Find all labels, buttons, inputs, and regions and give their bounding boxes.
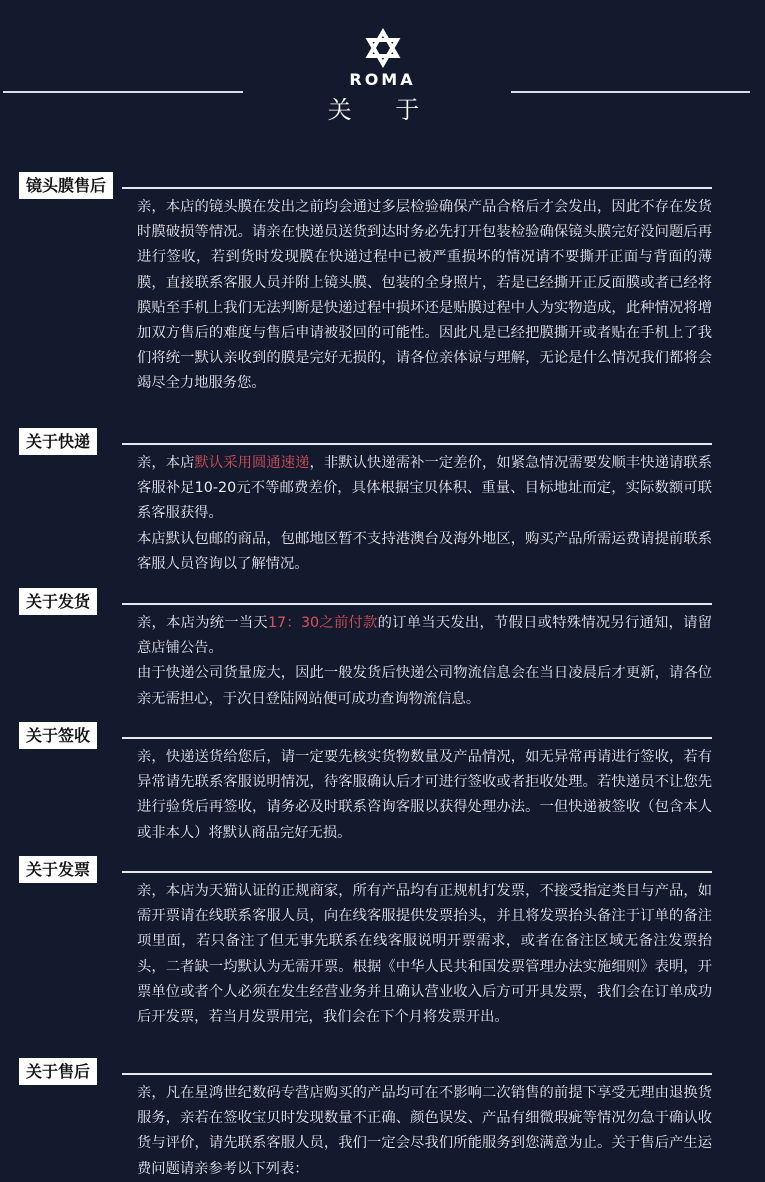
section-paragraph: 亲，本店的镜头膜在发出之前均会通过多层检验确保产品合格后才会发出，因此不存在发货时膜破损等情况。请亲在快递员送货到达时务必先打开包装检验确保镜头膜完好没问题后再进行签收，若到货时发现膜在快递过程中已被严重损坏的情况请不要撕开正面与背面的薄膜，直接联系客服人员并附上镜头膜、包装的全身照片，若是已经撕开正反面膜或者已经将膜贴至手机上我们无法判断是快递过程中损坏还是贴膜过程中人为实物造成，此种情况将增加双方售后的难度与售后申请被驳回的可能性。因此凡是已经把膜撕开或者贴在手机上了我们将统一默认亲收到的膜是完好无损的，请各位亲体谅与理解，无论是什么情况我们都将会竭尽全力地服务您。 [137, 199, 712, 392]
brand-name: ROMA [349, 70, 416, 89]
section-paragraph: 亲，本店为天猫认证的正规商家，所有产品均有正规机打发票，不接受指定类目与产品，如需开票请在线联系客服人员，向在线客服提供发票抬头，并且将发票抬头备注于订单的备注项里面，若只备注了但无事先联系在线客服说明开票需求，或者在备注区域无备注发票抬头，二者缺一均默认为无需开票。根据《中华人民共和国发票管理办法实施细则》表明，开票单位或者个人必须在发生经营业务并且确认营业收入后方可开具发票，我们会在订单成功后开发票，若当月发票用完，我们会在下个月将发票开出。 [137, 883, 712, 1026]
section-paragraph: 由于快递公司货量庞大，因此一般发货后快递公司物流信息会在当日凌晨后才更新，请各位亲无需担心，于次日登陆网站便可成功查询物流信息。 [137, 665, 712, 707]
section-paragraph: 亲，凡在星鸿世纪数码专营店购买的产品均可在不影响二次销售的前提下享受无理由退换货服务，亲若在签收宝贝时发现数量不正确、颜色误发、产品有细微瑕疵等情况勿急于确认收货与评价，请先联系客服人员，我们一定会尽我们所能服务到您满意为止。关于售后产生运费问题请亲参考以下列表： [137, 1085, 712, 1177]
section-paragraph: 本店默认包邮的商品，包邮地区暂不支持港澳台及海外地区，购买产品所需运费请提前联系客服人员咨询以了解情况。 [137, 530, 712, 572]
section-body [137, 1081, 712, 1182]
section-label: 镜头膜售后 [19, 172, 113, 199]
section-aftersales [0, 1058, 750, 1177]
section-rule [122, 1073, 712, 1075]
section-rule [122, 871, 712, 873]
highlight-text: 17：30之前付款 [267, 615, 378, 631]
text-span: 亲，本店 [137, 455, 195, 471]
section-paragraph [137, 451, 712, 527]
text-span: 的订单当天发出，节假日或特殊情况另行通知，请留意店铺公告。 [137, 615, 713, 657]
text-span: ，非默认快递需补一定差价，如紧急情况需要发顺丰快递请联系客服补足10-20元不等邮费差价，具体根据宝贝体积、重量、目标地址而定，实际数额可联系客服获得。 [137, 455, 713, 522]
section-label: 关于发票 [19, 856, 97, 883]
page-title: 关 于 [327, 96, 438, 124]
section-body [137, 611, 712, 712]
highlight-text: 默认采用圆通速递 [194, 455, 310, 471]
section-rule [122, 603, 712, 605]
section-paragraph: 亲，快递送货给您后，请一定要先核实货物数量及产品情况，如无异常再请进行签收，若有异常请先联系客服说明情况，待客服确认后才可进行签收或者拒收处理。若快递员不让您先进行验货后再签收，请务必及时联系咨询客服以获得处理办法。一但快递被签收（包含本人或非本人）将默认商品完好无损。 [137, 749, 712, 841]
section-rule [122, 187, 712, 189]
section-rule [122, 737, 712, 739]
section-body [137, 451, 712, 577]
section-shipping-carrier [0, 428, 750, 578]
section-rule [122, 443, 712, 445]
section-dispatch [0, 588, 750, 713]
section-paragraph [137, 611, 712, 661]
section-receipt [0, 722, 750, 847]
section-label: 关于签收 [19, 722, 97, 749]
section-body [137, 745, 712, 846]
section-label: 关于售后 [19, 1058, 97, 1085]
section-body [137, 879, 712, 1030]
section-label: 关于发货 [19, 588, 97, 615]
text-span: 亲，本店为统一当天 [137, 615, 268, 631]
section-invoice [0, 856, 750, 1056]
page-header [0, 0, 750, 140]
section-body [137, 195, 712, 397]
section-label: 关于快递 [19, 428, 97, 455]
section-lens-film-aftersales [0, 172, 750, 412]
